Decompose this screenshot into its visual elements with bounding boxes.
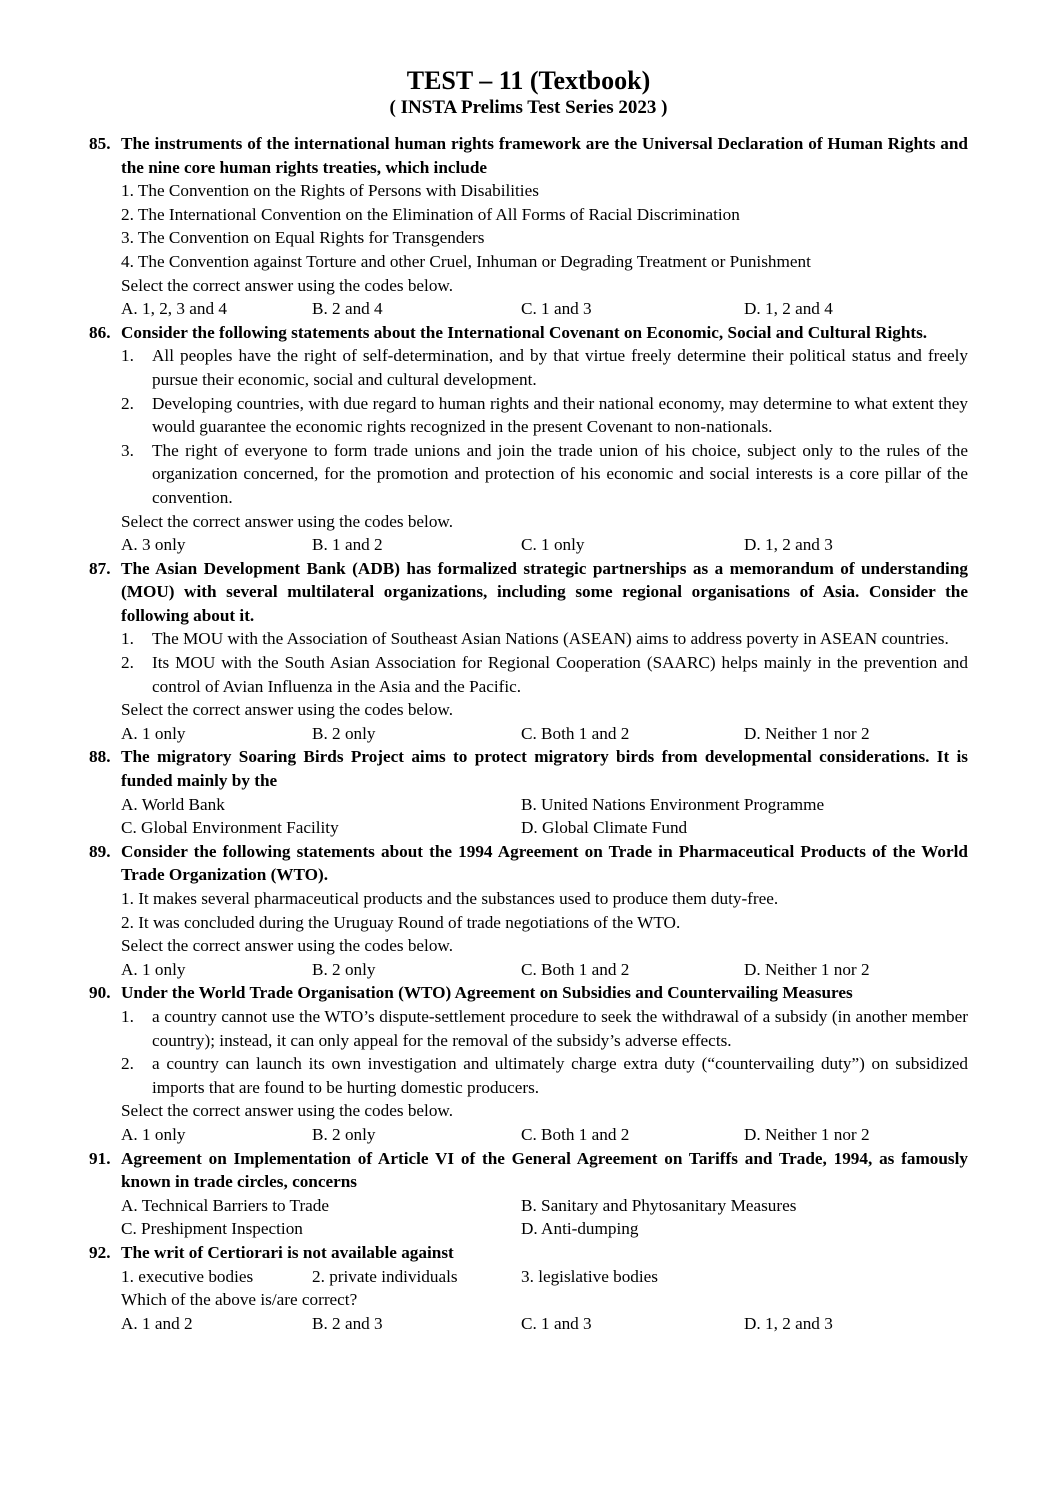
answer-options [89, 297, 968, 321]
option-d: D. Neither 1 nor 2 [744, 723, 870, 743]
option-c: C. Global Environment Facility [121, 818, 339, 838]
question-85 [89, 132, 968, 321]
option-b: B. 2 only [312, 959, 376, 979]
statement-text: The right of everyone to form trade unions and join the trade union of his choice, subject only to the rules of the organization concerned, for the promotion and protection of his economic and social interests is a core pillar of the convention. [152, 440, 968, 507]
option-d: D. Global Climate Fund [521, 818, 688, 838]
statement-text: All peoples have the right of self-determination, and by that virtue freely determine their political status and freely pursue their economic, social and cultural development. [152, 346, 968, 389]
option-b: B. 2 only [312, 1124, 376, 1144]
list-item: 2. The International Convention on the Elimination of All Forms of Racial Discrimination [121, 204, 740, 224]
answer-instruction: Select the correct answer using the codes below. [121, 936, 454, 956]
option-b: B. 2 and 3 [312, 1313, 383, 1333]
option-c: C. Both 1 and 2 [521, 723, 630, 743]
statement-text: Developing countries, with due regard to human rights and their national economy, may determine to what extent they would guarantee the economic rights recognized in the present Covenant to non-nationals. [152, 393, 968, 437]
question-number: 86. [89, 322, 111, 342]
question-90 [89, 981, 968, 1146]
answer-options-row [89, 793, 968, 817]
answer-options-row [89, 816, 968, 840]
question-number: 87. [89, 558, 111, 578]
option-a: A. 1, 2, 3 and 4 [121, 299, 227, 319]
question-87 [89, 557, 968, 746]
question-number: 91. [89, 1148, 111, 1168]
option-c: C. Both 1 and 2 [521, 1124, 630, 1144]
statement-number: 2. [121, 1054, 134, 1074]
statement [89, 344, 968, 391]
question-text: The Asian Development Bank (ADB) has formalized strategic partnerships as a memorandum of understanding (MOU) with several multilateral organizations, including some regional organisations of Asia. Consider the following about it. [121, 558, 968, 625]
question-86 [89, 321, 968, 557]
option-b: B. Sanitary and Phytosanitary Measures [521, 1195, 797, 1215]
statement [89, 651, 968, 698]
option-b: B. 2 and 4 [312, 299, 383, 319]
statement-text: The MOU with the Association of Southeast Asian Nations (ASEAN) aims to address poverty in ASEAN countries. [152, 629, 949, 649]
question-text: Under the World Trade Organisation (WTO) Agreement on Subsidies and Countervailing Measures [121, 983, 853, 1003]
list-item: 3. legislative bodies [521, 1266, 658, 1286]
statement-text: Its MOU with the South Asian Association for Regional Cooperation (SAARC) helps mainly in the prevention and control of Avian Influenza in the Asia and the Pacific. [152, 653, 968, 696]
option-b: B. 2 only [312, 723, 376, 743]
option-a: A. 1 only [121, 959, 186, 979]
option-d: D. 1, 2 and 4 [744, 299, 833, 319]
statement-number: 3. [121, 440, 134, 460]
statement-number: 1. [121, 346, 134, 366]
question-text: The migratory Soaring Birds Project aims to protect migratory birds from developmental considerations. It is funded mainly by the [121, 747, 968, 791]
answer-options-row [89, 1217, 968, 1241]
answer-instruction: Select the correct answer using the codes below. [121, 1101, 454, 1121]
answer-options [89, 958, 968, 982]
option-c: C. 1 only [521, 535, 585, 555]
question-number: 85. [89, 134, 111, 153]
page-title: TEST – 11 (Textbook) [406, 66, 651, 95]
option-d: D. Anti-dumping [521, 1219, 639, 1239]
option-d: D. 1, 2 and 3 [744, 535, 833, 555]
question-91 [89, 1147, 968, 1241]
question-89 [89, 840, 968, 982]
question-number: 89. [89, 841, 111, 861]
list-item: 1. executive bodies [121, 1266, 254, 1286]
statement [89, 392, 968, 439]
question-92 [89, 1241, 968, 1335]
option-d: D. Neither 1 nor 2 [744, 959, 870, 979]
question-number: 88. [89, 747, 111, 767]
question-text: The writ of Certiorari is not available against [121, 1242, 454, 1262]
list-item: 1. It makes several pharmaceutical products and the substances used to produce them duty-free. [121, 889, 779, 908]
inline-items [89, 1265, 968, 1289]
question-number: 92. [89, 1242, 111, 1262]
statement-number: 2. [121, 393, 134, 413]
question-text: Agreement on Implementation of Article VI of the General Agreement on Tariffs and Trade, 1994, as famously known in trade circles, concerns [121, 1148, 968, 1192]
answer-options [89, 1123, 968, 1147]
answer-options [89, 722, 968, 746]
answer-options [89, 1312, 968, 1336]
list-item: 3. The Convention on Equal Rights for Transgenders [121, 228, 485, 248]
question-text: Consider the following statements about the International Covenant on Economic, Social and Cultural Rights. [121, 322, 928, 342]
option-a: A. 1 only [121, 723, 186, 743]
statement-number: 1. [121, 1006, 134, 1026]
option-b: B. United Nations Environment Programme [521, 794, 825, 814]
option-a: A. 1 and 2 [121, 1313, 193, 1333]
list-item: 1. The Convention on the Rights of Persons with Disabilities [121, 181, 539, 201]
answer-instruction: Select the correct answer using the codes below. [121, 700, 454, 720]
statement-number: 1. [121, 629, 134, 649]
question-text: Consider the following statements about the 1994 Agreement on Trade in Pharmaceutical Products of the World Trade Organization (WTO). [121, 841, 968, 885]
answer-options-row [89, 1194, 968, 1218]
option-c: C. 1 and 3 [521, 299, 592, 319]
question-text: The instruments of the international human rights framework are the Universal Declaration of Human Rights and the nine core human rights treaties, which include [121, 134, 968, 177]
option-d: D. Neither 1 nor 2 [744, 1124, 870, 1144]
question-number: 90. [89, 983, 111, 1003]
option-a: A. 1 only [121, 1124, 186, 1144]
statement-text: a country cannot use the WTO’s dispute-settlement procedure to seek the withdrawal of a subsidy (in another member country); instead, it can only appeal for the removal of the subsidy’s adverse effects. [152, 1006, 968, 1050]
option-c: C. Preshipment Inspection [121, 1219, 303, 1239]
statement-text: a country can launch its own investigation and ultimately charge extra duty (“countervailing duty”) on subsidized imports that are found to be hurting domestic producers. [152, 1054, 968, 1097]
list-item: 4. The Convention against Torture and other Cruel, Inhuman or Degrading Treatment or Punishment [121, 251, 811, 271]
question-88 [89, 745, 968, 839]
statement-number: 2. [121, 653, 134, 673]
option-a: A. World Bank [121, 794, 225, 814]
option-c: C. Both 1 and 2 [521, 959, 630, 979]
statement [89, 627, 968, 651]
statement [89, 439, 968, 510]
option-c: C. 1 and 3 [521, 1313, 592, 1333]
statement [89, 1005, 968, 1052]
answer-options [89, 533, 968, 557]
option-a: A. Technical Barriers to Trade [121, 1195, 330, 1215]
option-a: A. 3 only [121, 535, 186, 555]
answer-instruction: Which of the above is/are correct? [121, 1290, 358, 1310]
option-d: D. 1, 2 and 3 [744, 1313, 833, 1333]
option-b: B. 1 and 2 [312, 535, 383, 555]
page-subtitle: ( INSTA Prelims Test Series 2023 ) [389, 97, 668, 118]
answer-instruction: Select the correct answer using the codes below. [121, 511, 454, 531]
statement [89, 1052, 968, 1099]
list-item: 2. private individuals [312, 1266, 458, 1286]
answer-instruction: Select the correct answer using the codes below. [121, 275, 454, 295]
list-item: 2. It was concluded during the Uruguay Round of trade negotiations of the WTO. [121, 912, 681, 932]
